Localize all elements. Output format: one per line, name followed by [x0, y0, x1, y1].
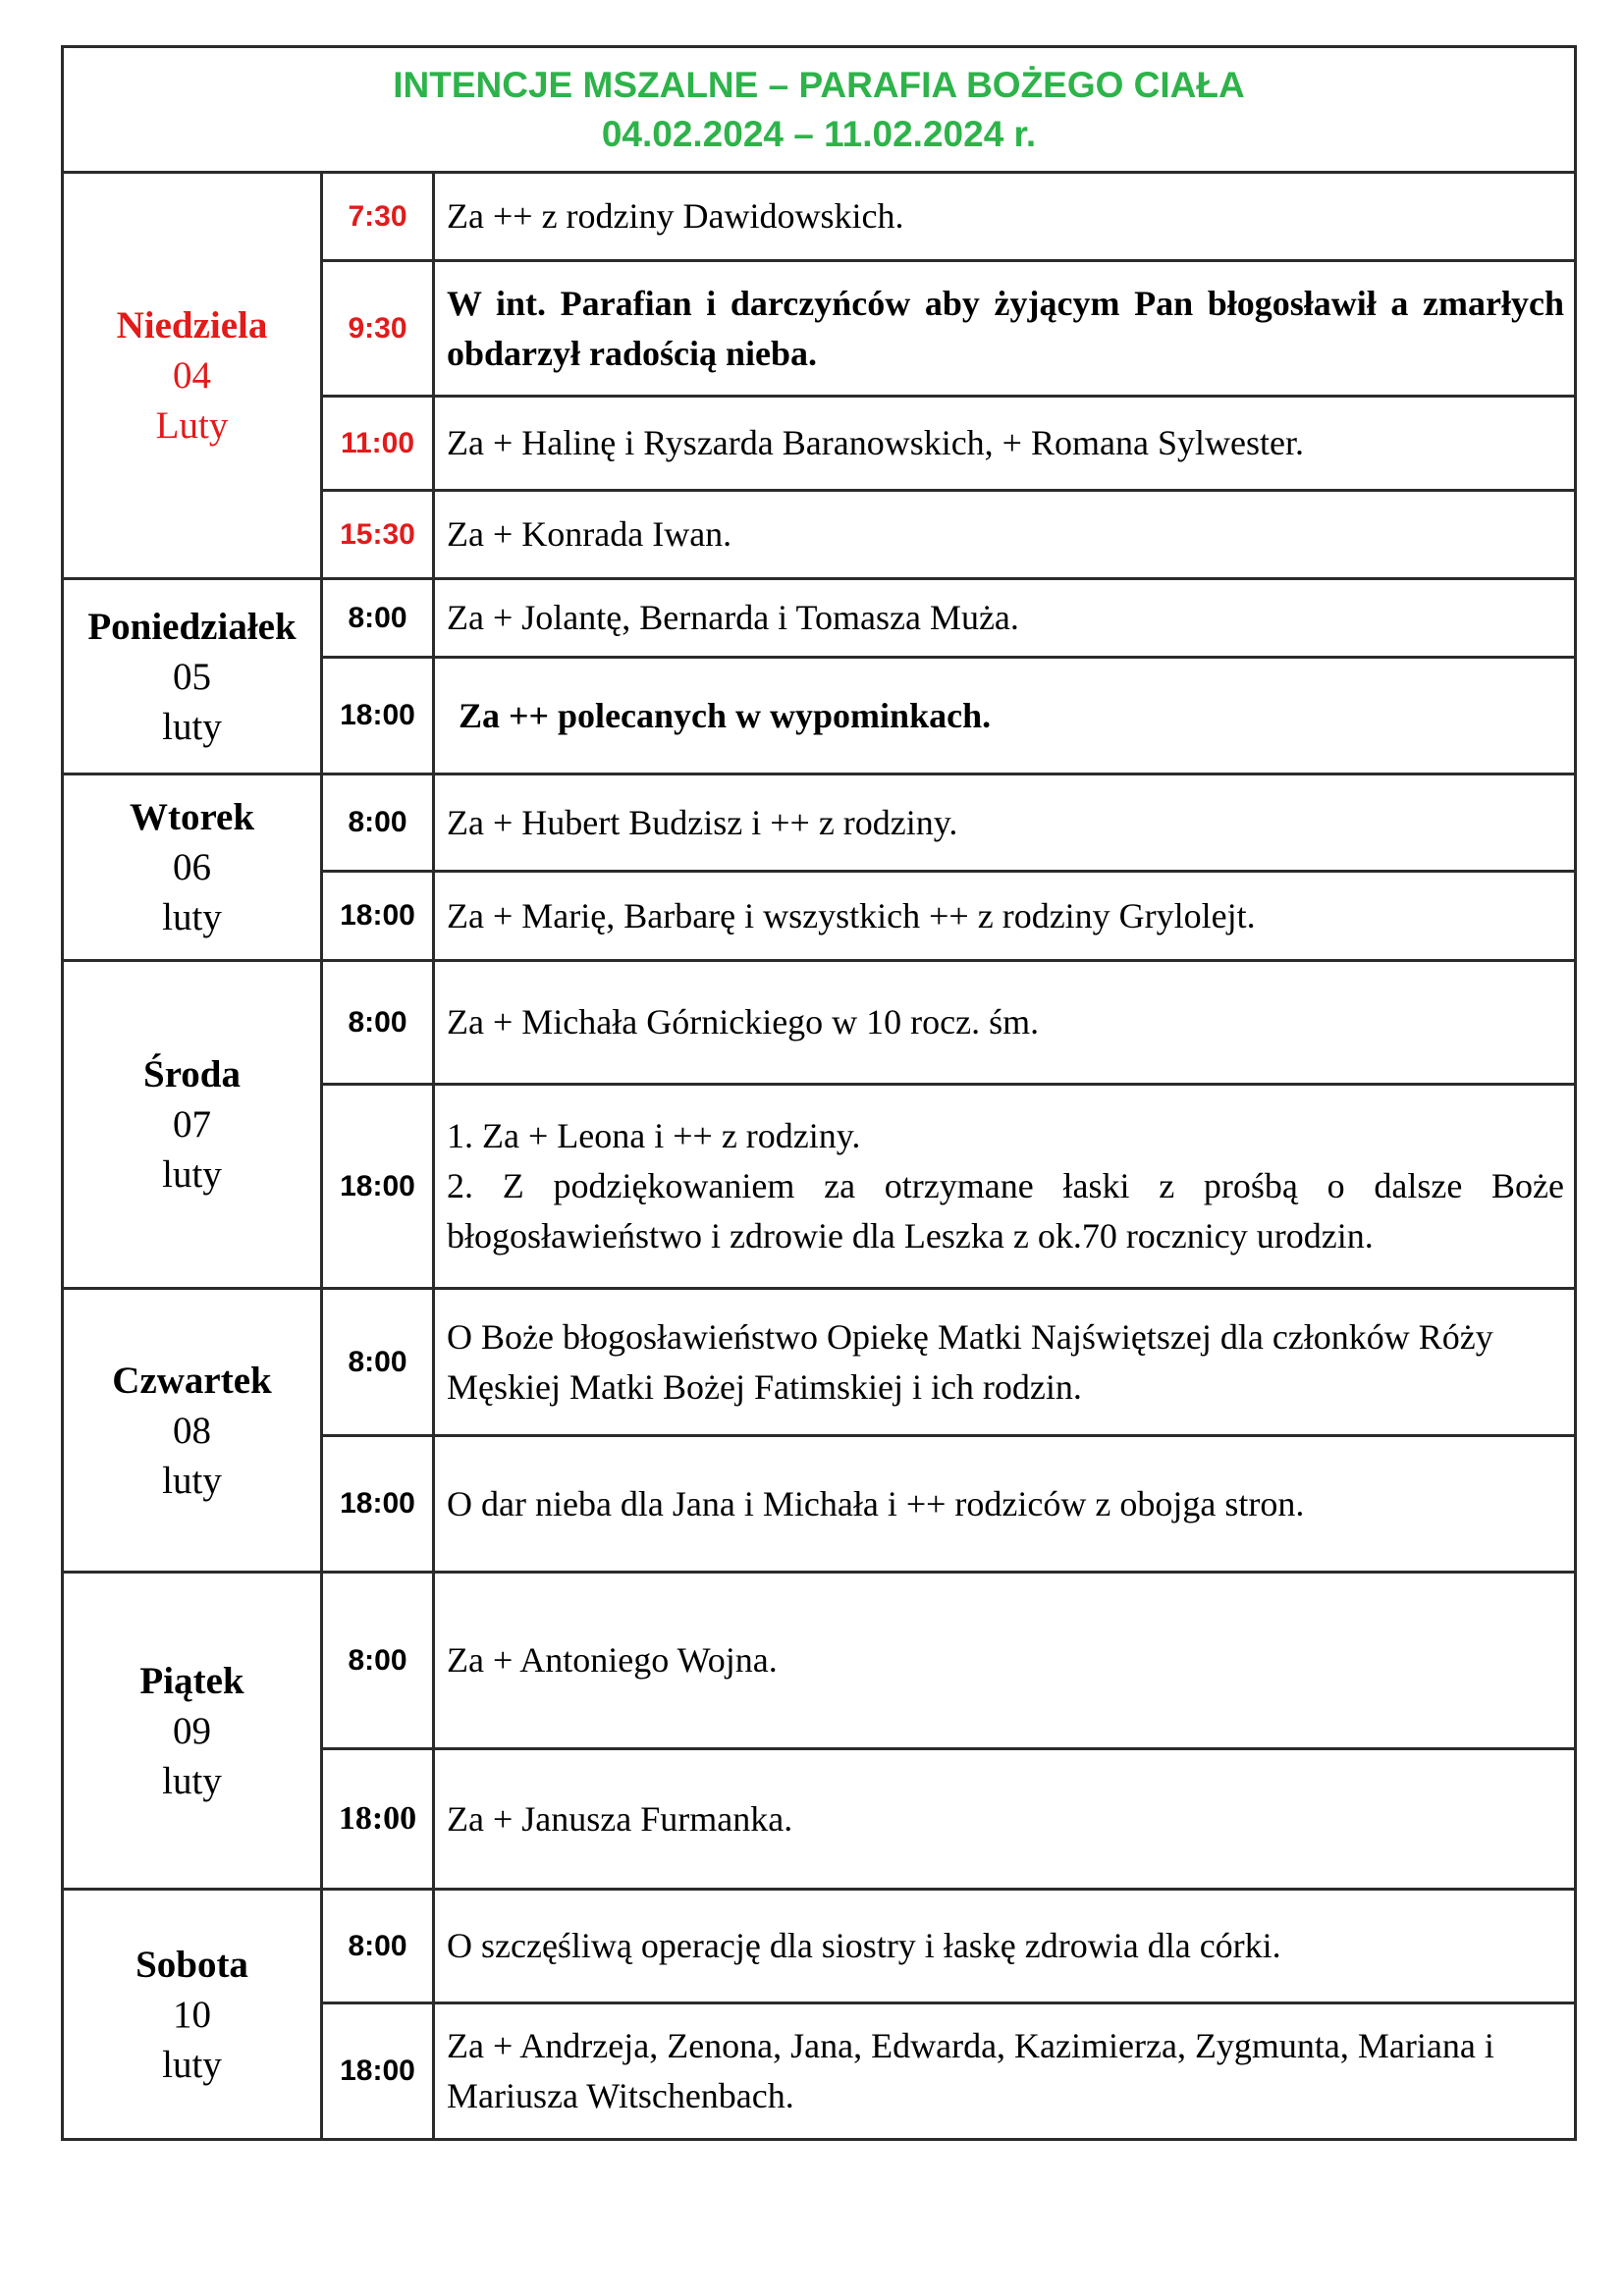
- intention-line: 2. Z podziękowaniem za otrzymane łaski z prośbą o dalsze Boże błogosławieństwo i zdrowie dla Leszka z ok.70 rocznicy urodzin.: [447, 1166, 1564, 1255]
- mass-row: [323, 174, 1574, 262]
- mass-intention: Za + Janusza Furmanka.: [435, 1750, 1574, 1891]
- day-number: 04: [173, 354, 211, 397]
- mass-intention: Za + Antoniego Wojna.: [435, 1574, 1574, 1750]
- day-month: luty: [162, 1759, 222, 1802]
- mass-intention: Za + Michała Górnickiego w 10 rocz. śm.: [435, 962, 1574, 1086]
- mass-row: [323, 580, 1574, 659]
- day-month: luty: [162, 896, 222, 938]
- intention-line: 1. Za + Leona i ++ z rodziny.: [447, 1116, 861, 1155]
- mass-intention: Za + Halinę i Ryszarda Baranowskich, + Romana Sylwester.: [435, 398, 1574, 492]
- day-cell-thursday: [64, 1290, 323, 1574]
- day-name: Niedziela: [116, 304, 268, 347]
- schedule-grid: [64, 174, 1574, 2138]
- date-range: 04.02.2024 – 11.02.2024 r.: [601, 113, 1037, 154]
- day-name: Poniedziałek: [87, 605, 297, 648]
- day-number: 09: [173, 1709, 211, 1752]
- mass-time: 8:00: [323, 775, 435, 873]
- mass-time: 8:00: [323, 1574, 435, 1750]
- table-header: [64, 48, 1574, 174]
- intentions-table: [61, 45, 1577, 2141]
- page-title: INTENCJE MSZALNE – PARAFIA BOŻEGO CIAŁA: [393, 64, 1245, 105]
- mass-row: [323, 1086, 1574, 1290]
- day-cell-monday: [64, 580, 323, 775]
- day-name: Sobota: [135, 1943, 248, 1986]
- mass-row: [323, 2004, 1574, 2138]
- day-number: 08: [173, 1409, 211, 1452]
- mass-time: 18:00: [323, 659, 435, 775]
- day-cell-saturday: [64, 1891, 323, 2138]
- mass-intention: Za ++ polecanych w wypominkach.: [435, 659, 1574, 775]
- day-cell-tuesday: [64, 775, 323, 962]
- mass-intention: [435, 1086, 1574, 1290]
- day-name: Środa: [143, 1053, 241, 1095]
- mass-row: [323, 1750, 1574, 1891]
- mass-row: [323, 1290, 1574, 1437]
- mass-time: 11:00: [323, 398, 435, 492]
- mass-row: [323, 775, 1574, 873]
- mass-intention: Za + Konrada Iwan.: [435, 492, 1574, 580]
- mass-row: [323, 1574, 1574, 1750]
- day-number: 05: [173, 655, 211, 698]
- day-month: luty: [162, 2043, 222, 2086]
- mass-intention: Za + Jolantę, Bernarda i Tomasza Muża.: [435, 580, 1574, 659]
- mass-intention: O szczęśliwą operację dla siostry i łaskę zdrowia dla córki.: [435, 1891, 1574, 2004]
- mass-time: 7:30: [323, 174, 435, 262]
- mass-intention: Za + Hubert Budzisz i ++ z rodziny.: [435, 775, 1574, 873]
- mass-row: [323, 962, 1574, 1086]
- day-cell-sunday: [64, 174, 323, 580]
- day-month: luty: [162, 1153, 222, 1196]
- mass-intention: Za + Marię, Barbarę i wszystkich ++ z rodziny Grylolejt.: [435, 873, 1574, 962]
- mass-row: [323, 262, 1574, 398]
- mass-row: [323, 659, 1574, 775]
- mass-time: 18:00: [323, 1437, 435, 1574]
- mass-time: 8:00: [323, 1290, 435, 1437]
- mass-row: [323, 1891, 1574, 2004]
- mass-time: 18:00: [323, 1750, 435, 1891]
- mass-row: [323, 398, 1574, 492]
- mass-row: [323, 1437, 1574, 1574]
- day-name: Czwartek: [112, 1359, 272, 1402]
- mass-time: 18:00: [323, 2004, 435, 2138]
- mass-time: 15:30: [323, 492, 435, 580]
- day-name: Wtorek: [129, 796, 255, 838]
- day-cell-wednesday: [64, 962, 323, 1290]
- mass-intention: O Boże błogosławieństwo Opiekę Matki Najświętszej dla członków Róży Męskiej Matki Bożej Fatimskiej i ich rodzin.: [435, 1290, 1574, 1437]
- day-month: luty: [162, 705, 222, 748]
- mass-intention: Za + Andrzeja, Zenona, Jana, Edwarda, Kazimierza, Zygmunta, Mariana i Mariusza Witschenbach.: [447, 2026, 1494, 2115]
- day-cell-friday: [64, 1574, 323, 1891]
- mass-row: [323, 492, 1574, 580]
- day-number: 07: [173, 1103, 211, 1146]
- day-name: Piątek: [139, 1659, 244, 1702]
- mass-row: [323, 873, 1574, 962]
- mass-time: 8:00: [323, 580, 435, 659]
- mass-intention: O dar nieba dla Jana i Michała i ++ rodziców z obojga stron.: [435, 1437, 1574, 1574]
- mass-intention: Za ++ z rodziny Dawidowskich.: [435, 174, 1574, 262]
- day-number: 10: [173, 1993, 211, 2036]
- day-number: 06: [173, 846, 211, 888]
- mass-time: 8:00: [323, 962, 435, 1086]
- mass-intention: W int. Parafian i darczyńców aby żyjącym Pan błogosławił a zmarłych obdarzył radością nieba.: [435, 262, 1574, 398]
- mass-time: 18:00: [323, 873, 435, 962]
- day-month: luty: [162, 1459, 222, 1502]
- mass-time: 9:30: [323, 262, 435, 398]
- mass-time: 18:00: [323, 1086, 435, 1290]
- day-month: Luty: [155, 404, 229, 447]
- mass-time: 8:00: [323, 1891, 435, 2004]
